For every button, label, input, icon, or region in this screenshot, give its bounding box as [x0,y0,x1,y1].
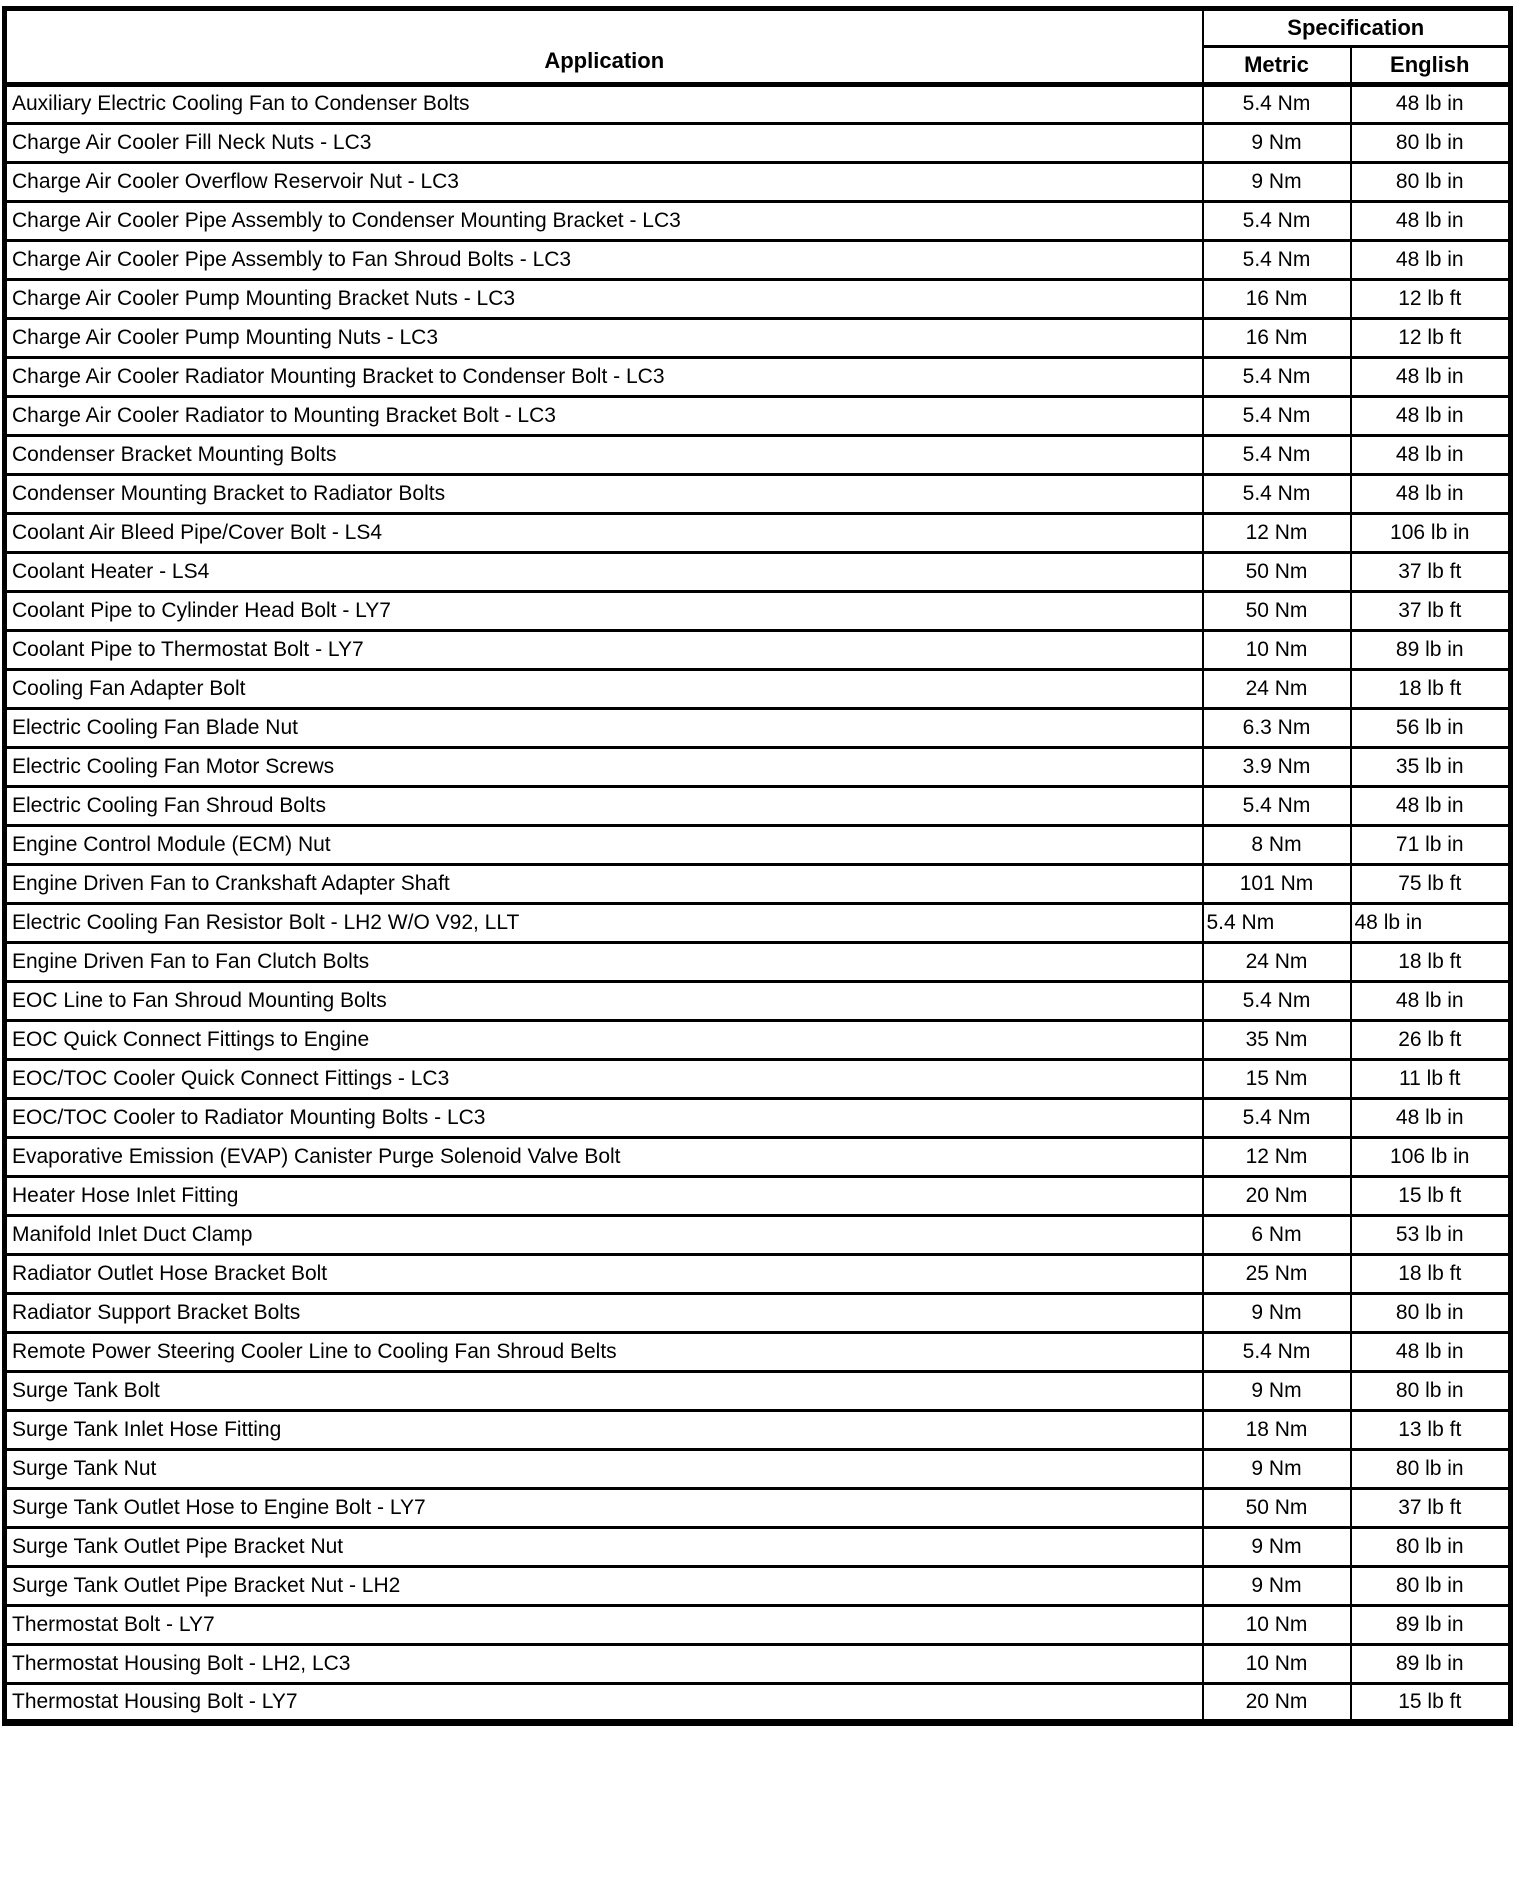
metric-value-cell: 5.4 Nm [1203,436,1351,475]
english-value-cell: 18 lb ft [1351,1255,1511,1294]
metric-value-cell: 101 Nm [1203,865,1351,904]
english-value-cell: 48 lb in [1351,436,1511,475]
application-cell: Surge Tank Outlet Pipe Bracket Nut [5,1528,1203,1567]
metric-value-cell: 5.4 Nm [1203,1099,1351,1138]
metric-value-cell: 50 Nm [1203,553,1351,592]
application-cell: Engine Control Module (ECM) Nut [5,826,1203,865]
table-row [5,436,1511,475]
table-row [5,826,1511,865]
table-row [5,1333,1511,1372]
metric-value-cell: 9 Nm [1203,1528,1351,1567]
metric-value-cell: 9 Nm [1203,1372,1351,1411]
english-value-cell: 89 lb in [1351,1645,1511,1684]
metric-value-cell: 25 Nm [1203,1255,1351,1294]
english-value-cell: 48 lb in [1351,358,1511,397]
english-value-cell: 89 lb in [1351,631,1511,670]
table-row [5,943,1511,982]
table-row [5,1372,1511,1411]
english-value-cell: 48 lb in [1351,1099,1511,1138]
metric-value-cell: 10 Nm [1203,1645,1351,1684]
application-cell: Manifold Inlet Duct Clamp [5,1216,1203,1255]
table-row [5,1099,1511,1138]
english-value-cell: 48 lb in [1351,397,1511,436]
application-cell: Charge Air Cooler Pipe Assembly to Fan Shroud Bolts - LC3 [5,241,1203,280]
application-cell: Thermostat Housing Bolt - LY7 [5,1684,1203,1723]
metric-value-cell: 5.4 Nm [1203,202,1351,241]
application-cell: Thermostat Housing Bolt - LH2, LC3 [5,1645,1203,1684]
table-row [5,1645,1511,1684]
metric-value-cell: 5.4 Nm [1203,241,1351,280]
metric-value-cell: 5.4 Nm [1203,904,1351,943]
english-value-cell: 18 lb ft [1351,670,1511,709]
metric-value-cell: 12 Nm [1203,514,1351,553]
application-cell: Thermostat Bolt - LY7 [5,1606,1203,1645]
application-cell: Charge Air Cooler Radiator Mounting Bracket to Condenser Bolt - LC3 [5,358,1203,397]
metric-value-cell: 16 Nm [1203,319,1351,358]
metric-value-cell: 15 Nm [1203,1060,1351,1099]
table-row [5,982,1511,1021]
application-cell: Surge Tank Bolt [5,1372,1203,1411]
application-cell: Evaporative Emission (EVAP) Canister Purge Solenoid Valve Bolt [5,1138,1203,1177]
application-cell: Radiator Outlet Hose Bracket Bolt [5,1255,1203,1294]
english-value-cell: 48 lb in [1351,85,1511,124]
table-row [5,163,1511,202]
metric-value-cell: 5.4 Nm [1203,982,1351,1021]
english-value-cell: 37 lb ft [1351,1489,1511,1528]
metric-value-cell: 5.4 Nm [1203,787,1351,826]
application-cell: Condenser Bracket Mounting Bolts [5,436,1203,475]
table-row [5,904,1511,943]
metric-value-cell: 9 Nm [1203,1567,1351,1606]
metric-value-cell: 5.4 Nm [1203,475,1351,514]
english-value-cell: 26 lb ft [1351,1021,1511,1060]
application-cell: Engine Driven Fan to Fan Clutch Bolts [5,943,1203,982]
metric-value-cell: 50 Nm [1203,592,1351,631]
application-cell: EOC/TOC Cooler Quick Connect Fittings - LC3 [5,1060,1203,1099]
metric-value-cell: 16 Nm [1203,280,1351,319]
english-value-cell: 80 lb in [1351,1528,1511,1567]
application-cell: Cooling Fan Adapter Bolt [5,670,1203,709]
column-header-application: Application [5,9,1203,85]
table-row [5,1294,1511,1333]
application-cell: Charge Air Cooler Pump Mounting Bracket Nuts - LC3 [5,280,1203,319]
english-value-cell: 71 lb in [1351,826,1511,865]
english-value-cell: 53 lb in [1351,1216,1511,1255]
application-cell: Electric Cooling Fan Resistor Bolt - LH2 W/O V92, LLT [5,904,1203,943]
english-value-cell: 80 lb in [1351,1372,1511,1411]
english-value-cell: 80 lb in [1351,1450,1511,1489]
english-value-cell: 106 lb in [1351,1138,1511,1177]
metric-value-cell: 5.4 Nm [1203,85,1351,124]
application-cell: Electric Cooling Fan Shroud Bolts [5,787,1203,826]
application-cell: Electric Cooling Fan Motor Screws [5,748,1203,787]
english-value-cell: 11 lb ft [1351,1060,1511,1099]
metric-value-cell: 35 Nm [1203,1021,1351,1060]
application-cell: Surge Tank Outlet Hose to Engine Bolt - LY7 [5,1489,1203,1528]
application-cell: Charge Air Cooler Pipe Assembly to Condenser Mounting Bracket - LC3 [5,202,1203,241]
table-row [5,709,1511,748]
metric-value-cell: 24 Nm [1203,943,1351,982]
english-value-cell: 80 lb in [1351,1567,1511,1606]
application-cell: Electric Cooling Fan Blade Nut [5,709,1203,748]
metric-value-cell: 9 Nm [1203,163,1351,202]
table-row [5,1255,1511,1294]
metric-value-cell: 9 Nm [1203,1450,1351,1489]
application-cell: Charge Air Cooler Fill Neck Nuts - LC3 [5,124,1203,163]
application-cell: Coolant Air Bleed Pipe/Cover Bolt - LS4 [5,514,1203,553]
application-cell: Engine Driven Fan to Crankshaft Adapter Shaft [5,865,1203,904]
english-value-cell: 35 lb in [1351,748,1511,787]
table-row [5,241,1511,280]
application-cell: Charge Air Cooler Pump Mounting Nuts - LC3 [5,319,1203,358]
table-row [5,1021,1511,1060]
table-row [5,85,1511,124]
application-cell: Heater Hose Inlet Fitting [5,1177,1203,1216]
column-header-english: English [1351,47,1511,85]
table-row [5,1489,1511,1528]
torque-spec-table [2,6,1513,1726]
application-cell: Surge Tank Outlet Pipe Bracket Nut - LH2 [5,1567,1203,1606]
metric-value-cell: 8 Nm [1203,826,1351,865]
english-value-cell: 15 lb ft [1351,1177,1511,1216]
english-value-cell: 12 lb ft [1351,319,1511,358]
english-value-cell: 12 lb ft [1351,280,1511,319]
metric-value-cell: 50 Nm [1203,1489,1351,1528]
table-row [5,553,1511,592]
metric-value-cell: 9 Nm [1203,124,1351,163]
english-value-cell: 48 lb in [1351,787,1511,826]
metric-value-cell: 20 Nm [1203,1177,1351,1216]
table-row [5,475,1511,514]
header-row-specification [5,9,1511,47]
application-cell: Charge Air Cooler Radiator to Mounting Bracket Bolt - LC3 [5,397,1203,436]
table-row [5,748,1511,787]
metric-value-cell: 5.4 Nm [1203,397,1351,436]
english-value-cell: 13 lb ft [1351,1411,1511,1450]
table-row [5,319,1511,358]
table-row [5,1138,1511,1177]
metric-value-cell: 10 Nm [1203,1606,1351,1645]
table-body [5,85,1511,1723]
table-row [5,1450,1511,1489]
english-value-cell: 80 lb in [1351,163,1511,202]
application-cell: Coolant Heater - LS4 [5,553,1203,592]
table-row [5,1606,1511,1645]
application-cell: EOC Line to Fan Shroud Mounting Bolts [5,982,1203,1021]
column-header-specification: Specification [1203,9,1511,47]
english-value-cell: 48 lb in [1351,475,1511,514]
table-header [5,9,1511,85]
table-row [5,1684,1511,1723]
application-cell: Charge Air Cooler Overflow Reservoir Nut - LC3 [5,163,1203,202]
table-row [5,1177,1511,1216]
english-value-cell: 37 lb ft [1351,592,1511,631]
table-row [5,1528,1511,1567]
application-cell: EOC/TOC Cooler to Radiator Mounting Bolts - LC3 [5,1099,1203,1138]
table-row [5,1060,1511,1099]
table-row [5,1567,1511,1606]
english-value-cell: 48 lb in [1351,904,1511,943]
table-row [5,631,1511,670]
application-cell: Condenser Mounting Bracket to Radiator Bolts [5,475,1203,514]
table-row [5,514,1511,553]
table-row [5,1411,1511,1450]
metric-value-cell: 3.9 Nm [1203,748,1351,787]
table-row [5,670,1511,709]
table-row [5,787,1511,826]
table-row [5,280,1511,319]
column-header-metric: Metric [1203,47,1351,85]
table-row [5,202,1511,241]
english-value-cell: 48 lb in [1351,241,1511,280]
english-value-cell: 56 lb in [1351,709,1511,748]
metric-value-cell: 6 Nm [1203,1216,1351,1255]
metric-value-cell: 20 Nm [1203,1684,1351,1723]
metric-value-cell: 10 Nm [1203,631,1351,670]
table-row [5,1216,1511,1255]
metric-value-cell: 24 Nm [1203,670,1351,709]
application-cell: Surge Tank Inlet Hose Fitting [5,1411,1203,1450]
application-cell: EOC Quick Connect Fittings to Engine [5,1021,1203,1060]
table-row [5,124,1511,163]
table-row [5,358,1511,397]
metric-value-cell: 12 Nm [1203,1138,1351,1177]
metric-value-cell: 5.4 Nm [1203,358,1351,397]
table-row [5,592,1511,631]
english-value-cell: 106 lb in [1351,514,1511,553]
metric-value-cell: 18 Nm [1203,1411,1351,1450]
english-value-cell: 75 lb ft [1351,865,1511,904]
english-value-cell: 15 lb ft [1351,1684,1511,1723]
application-cell: Coolant Pipe to Cylinder Head Bolt - LY7 [5,592,1203,631]
metric-value-cell: 6.3 Nm [1203,709,1351,748]
metric-value-cell: 5.4 Nm [1203,1333,1351,1372]
english-value-cell: 18 lb ft [1351,943,1511,982]
application-cell: Radiator Support Bracket Bolts [5,1294,1203,1333]
application-cell: Coolant Pipe to Thermostat Bolt - LY7 [5,631,1203,670]
metric-value-cell: 9 Nm [1203,1294,1351,1333]
english-value-cell: 89 lb in [1351,1606,1511,1645]
english-value-cell: 37 lb ft [1351,553,1511,592]
english-value-cell: 48 lb in [1351,1333,1511,1372]
english-value-cell: 80 lb in [1351,124,1511,163]
table-row [5,397,1511,436]
application-cell: Auxiliary Electric Cooling Fan to Condenser Bolts [5,85,1203,124]
application-cell: Surge Tank Nut [5,1450,1203,1489]
english-value-cell: 80 lb in [1351,1294,1511,1333]
english-value-cell: 48 lb in [1351,202,1511,241]
table-row [5,865,1511,904]
english-value-cell: 48 lb in [1351,982,1511,1021]
application-cell: Remote Power Steering Cooler Line to Cooling Fan Shroud Belts [5,1333,1203,1372]
